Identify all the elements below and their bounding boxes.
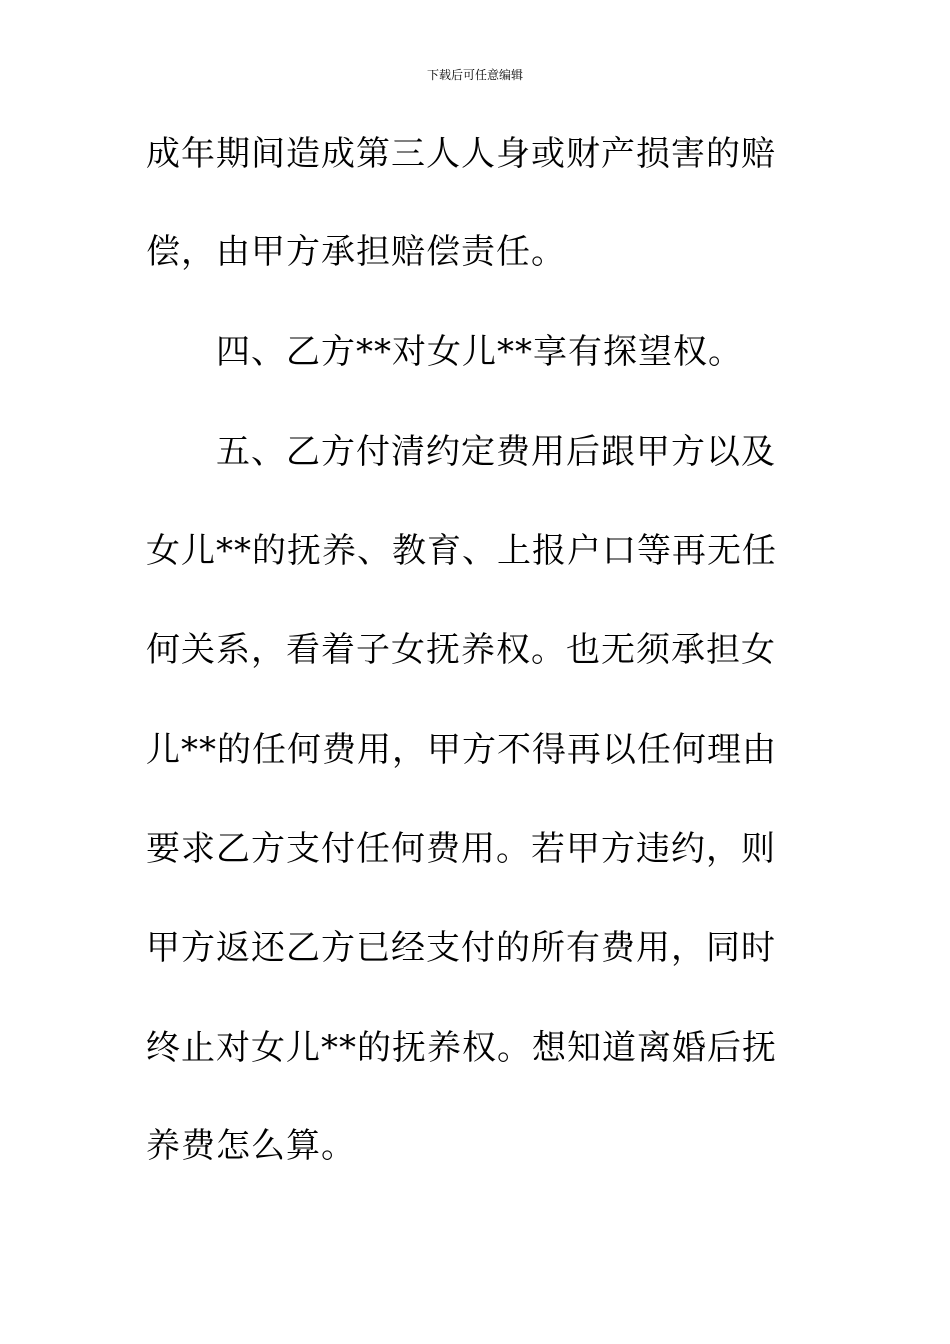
body-line: 养费怎么算。 bbox=[146, 1126, 356, 1166]
body-line: 终止对女儿**的抚养权。想知道离婚后抚 bbox=[146, 1028, 777, 1068]
body-line: 四、乙方**对女儿**享有探望权。 bbox=[146, 332, 743, 372]
body-line: 要求乙方支付任何费用。若甲方违约，则 bbox=[146, 829, 776, 869]
body-line: 成年期间造成第三人人身或财产损害的赔 bbox=[146, 134, 776, 174]
body-line: 儿**的任何费用，甲方不得再以任何理由 bbox=[146, 730, 777, 770]
body-line: 五、乙方付清约定费用后跟甲方以及 bbox=[146, 432, 776, 472]
body-line: 何关系，看着子女抚养权。也无须承担女 bbox=[146, 630, 776, 670]
body-line: 偿，由甲方承担赔偿责任。 bbox=[146, 232, 566, 272]
body-line: 女儿**的抚养、教育、上报户口等再无任 bbox=[146, 531, 777, 571]
page-header: 下载后可任意编辑 bbox=[426, 68, 523, 82]
body-line: 甲方返还乙方已经支付的所有费用，同时 bbox=[146, 928, 776, 968]
